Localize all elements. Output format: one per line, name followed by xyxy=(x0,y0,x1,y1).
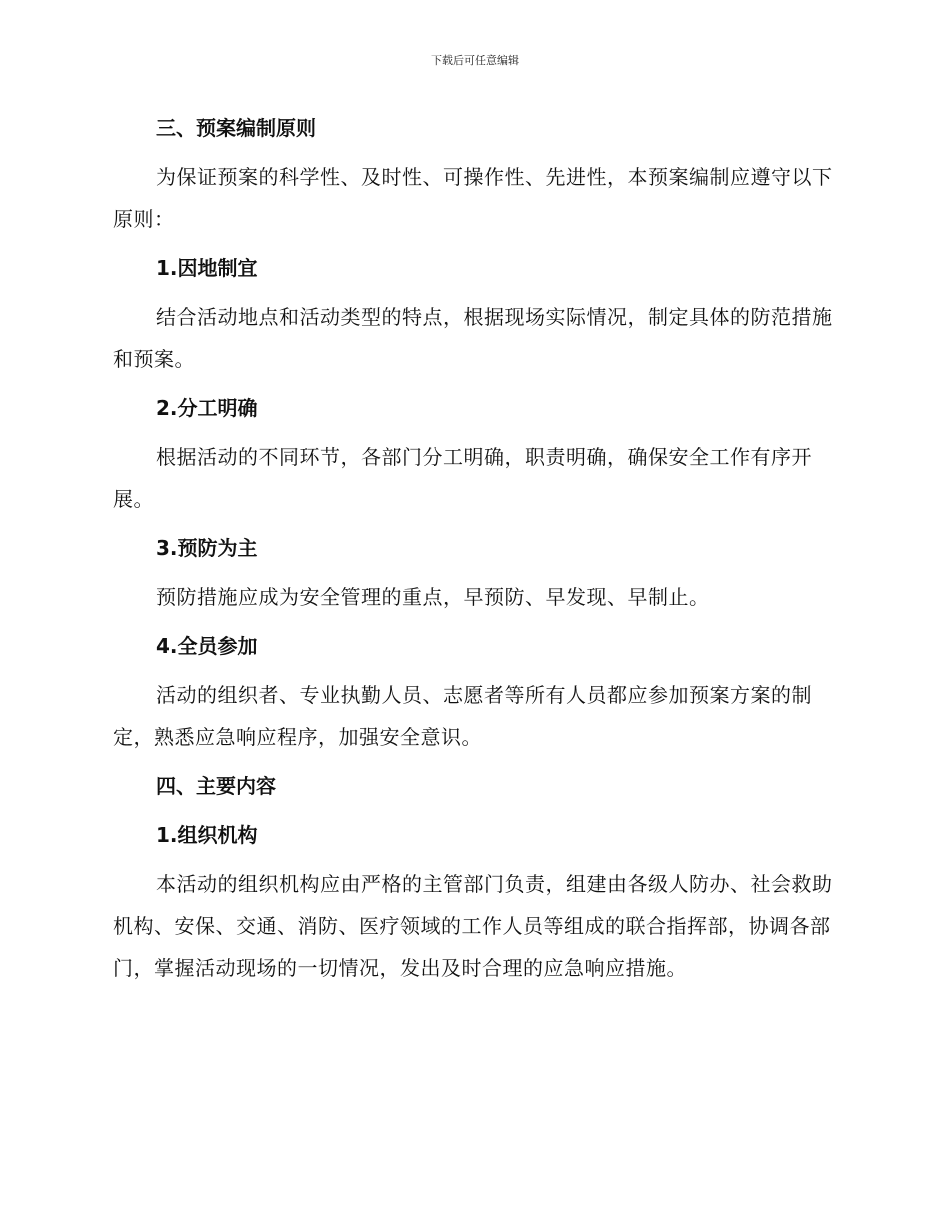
subsection-heading: 4.全员参加 xyxy=(156,634,258,658)
paragraph: 活动的组织者、专业执勤人员、志愿者等所有人员都应参加预案方案的制定，熟悉应急响应程序，加强安全意识。 xyxy=(113,683,812,749)
section-heading: 三、预案编制原则 xyxy=(156,116,316,140)
paragraph: 为保证预案的科学性、及时性、可操作性、先进性，本预案编制应遵守以下原则： xyxy=(113,165,833,231)
subsection-heading: 1.组织机构 xyxy=(156,823,258,847)
subsection-heading: 1.因地制宜 xyxy=(156,256,258,280)
page-header: 下载后可任意编辑 xyxy=(431,54,519,67)
section-heading: 四、主要内容 xyxy=(156,774,276,798)
paragraph: 结合活动地点和活动类型的特点，根据现场实际情况，制定具体的防范措施和预案。 xyxy=(113,305,833,371)
subsection-heading: 2.分工明确 xyxy=(156,396,258,420)
document-body xyxy=(113,110,833,989)
paragraph: 根据活动的不同环节，各部门分工明确，职责明确，确保安全工作有序开展。 xyxy=(113,445,812,511)
subsection-heading: 3.预防为主 xyxy=(156,536,258,560)
paragraph: 本活动的组织机构应由严格的主管部门负责，组建由各级人防办、社会救助机构、安保、交通、消防、医疗领域的工作人员等组成的联合指挥部，协调各部门，掌握活动现场的一切情况，发出及时合理的应急响应措施。 xyxy=(113,872,833,980)
paragraph: 预防措施应成为安全管理的重点，早预防、早发现、早制止。 xyxy=(156,585,710,609)
